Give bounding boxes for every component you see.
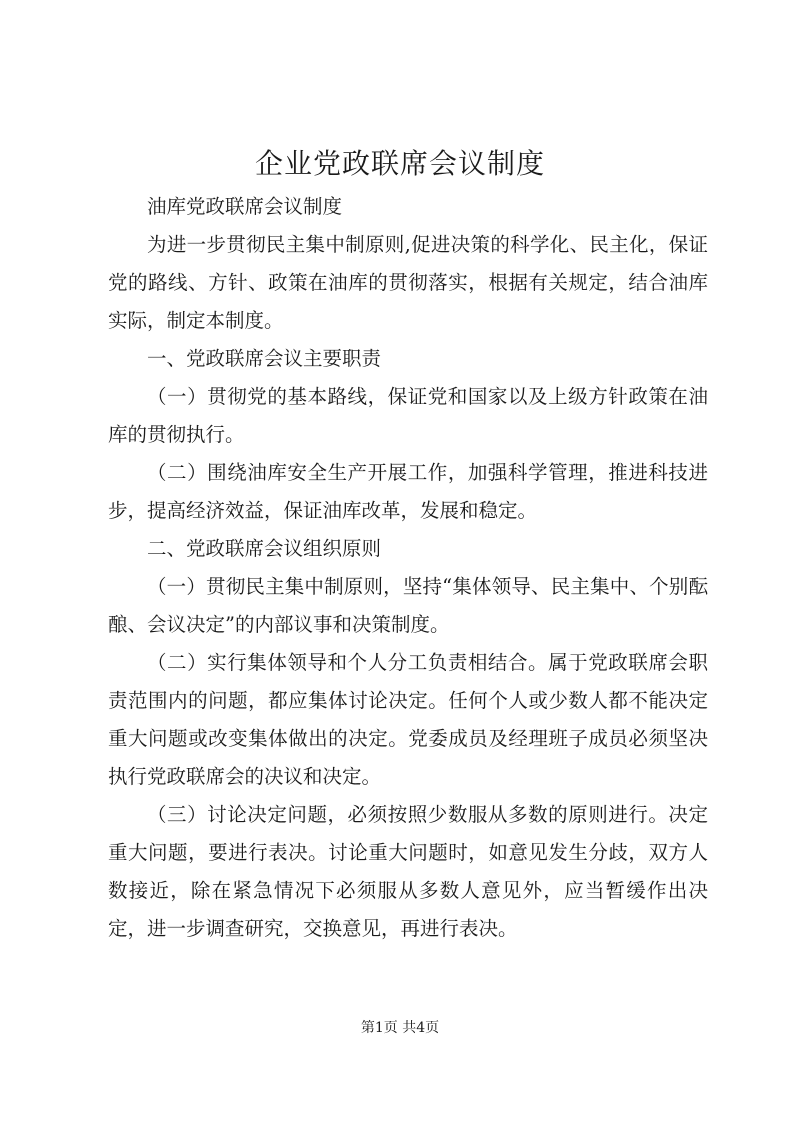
subtitle-paragraph: 油库党政联席会议制度 [147, 195, 343, 218]
page-footer: 第1页 共4页 [360, 1020, 440, 1036]
document-body [108, 188, 708, 948]
section-heading-2: 二、党政联席会议组织原则 [147, 537, 382, 560]
section-2-item-1: （一）贯彻民主集中制原则，坚持“集体领导、民主集中、个别酝酿、会议决定”的内部议事和决策制度。 [108, 575, 708, 636]
section-heading-1: 一、党政联席会议主要职责 [147, 347, 382, 370]
section-1-item-1: （一）贯彻党的基本路线，保证党和国家以及上级方针政策在油库的贯彻执行。 [108, 385, 708, 446]
section-2-item-3: （三）讨论决定问题，必须按照少数服从多数的原则进行。决定重大问题，要进行表决。讨论重大问题时，如意见发生分歧，双方人数接近，除在紧急情况下必须服从多数人意见外，应当暂缓作出决定，进一步调查研究，交换意见，再进行表决。 [108, 803, 708, 940]
section-2-item-2: （二）实行集体领导和个人分工负责相结合。属于党政联席会职责范围内的问题，都应集体讨论决定。任何个人或少数人都不能决定重大问题或改变集体做出的决定。党委成员及经理班子成员必须坚决执行党政联席会的决议和决定。 [108, 651, 708, 788]
section-1-item-2: （二）围绕油库安全生产开展工作，加强科学管理，推进科技进步，提高经济效益，保证油库改革，发展和稳定。 [108, 461, 708, 522]
intro-paragraph: 为进一步贯彻民主集中制原则,促进决策的科学化、民主化，保证党的路线、方针、政策在油库的贯彻落实，根据有关规定，结合油库实际，制定本制度。 [108, 233, 708, 332]
document-title: 企业党政联席会议制度 [254, 147, 545, 180]
